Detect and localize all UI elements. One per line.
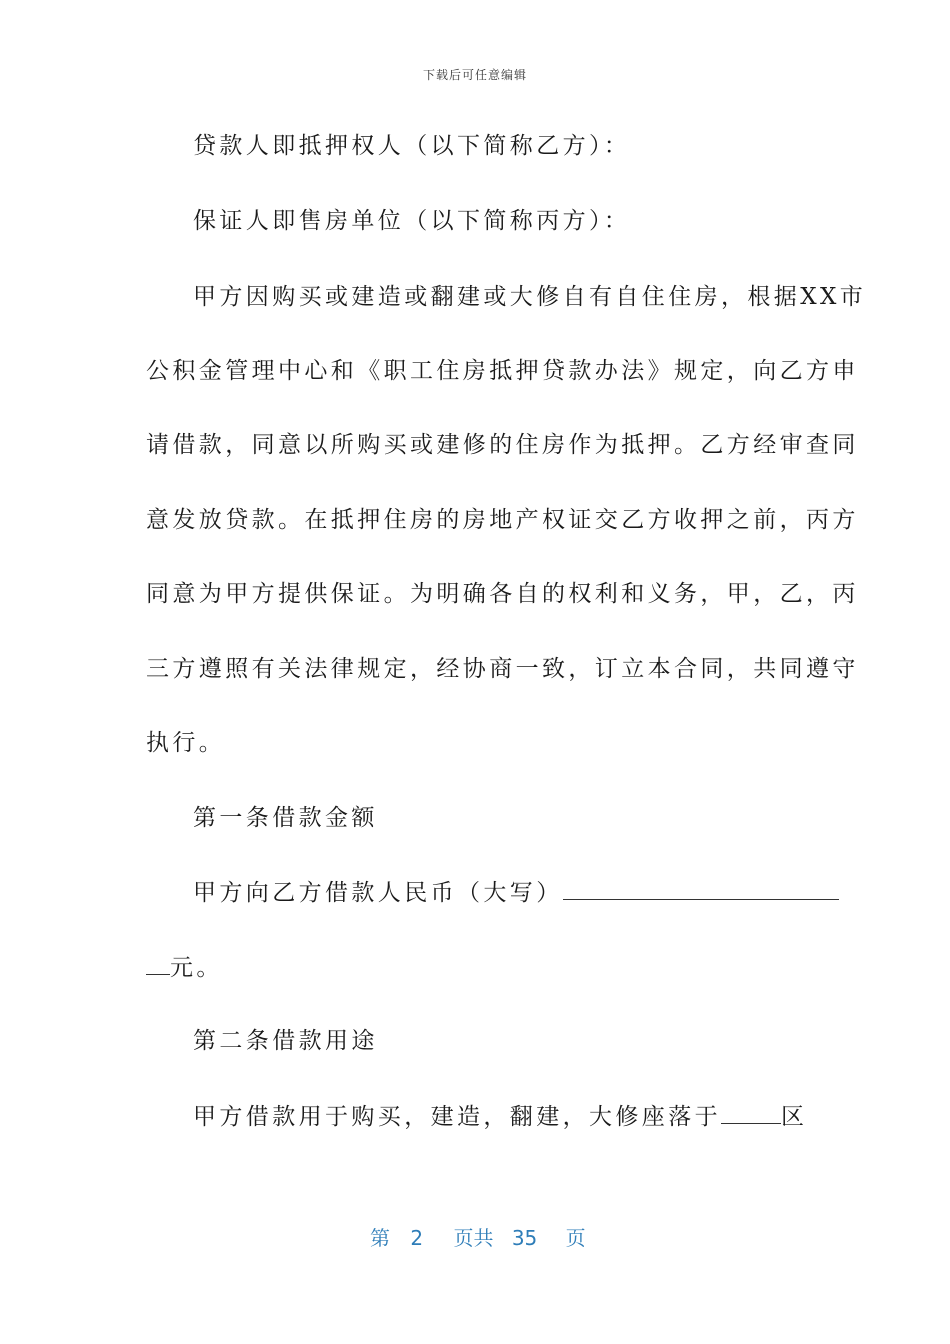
article-2-purpose-text: 甲方借款用于购买，建造，翻建，大修座落于: [193, 1104, 721, 1130]
paragraph-intro-line-6: 三方遵照有关法律规定，经协商一致，订立本合同，共同遵守: [146, 656, 859, 682]
paragraph-intro-line-1: 甲方因购买或建造或翻建或大修自有自住住房，根据XX市: [193, 284, 867, 310]
footer-total-pages: 35: [511, 1226, 538, 1250]
page-footer: [370, 1224, 586, 1252]
paragraph-intro-line-3: 请借款，同意以所购买或建修的住房作为抵押。乙方经审查同: [146, 432, 859, 458]
paragraph-intro-line-5: 同意为甲方提供保证。为明确各自的权利和义务，甲，乙，丙: [146, 581, 859, 607]
article-1-heading: 第一条借款金额: [193, 805, 378, 831]
amount-blank-field-continued: [146, 952, 170, 975]
article-2-purpose-line: [193, 1101, 807, 1132]
district-text: 区: [781, 1104, 808, 1130]
amount-blank-field: [563, 877, 839, 900]
paragraph-lender: 贷款人即抵押权人（以下简称乙方）：: [193, 133, 631, 159]
district-blank-field: [721, 1101, 781, 1124]
paragraph-intro-line-7: 执行。: [146, 730, 226, 756]
article-1-amount-line-2: [146, 952, 223, 983]
footer-current-page: 2: [410, 1226, 424, 1250]
article-1-amount-text: 甲方向乙方借款人民币（大写）: [193, 880, 563, 906]
article-2-heading: 第二条借款用途: [193, 1028, 378, 1054]
footer-middle: 页共: [453, 1226, 494, 1250]
page-header: 下载后可任意编辑: [422, 68, 527, 82]
footer-suffix: 页: [565, 1226, 586, 1250]
footer-prefix: 第: [370, 1226, 390, 1250]
paragraph-intro-line-4: 意发放贷款。在抵押住房的房地产权证交乙方收押之前，丙方: [146, 507, 859, 533]
paragraph-intro-line-2: 公积金管理中心和《职工住房抵押贷款办法》规定，向乙方申: [146, 358, 859, 384]
article-1-amount-line: [193, 877, 839, 908]
paragraph-guarantor: 保证人即售房单位（以下简称丙方）：: [193, 208, 631, 234]
yuan-text: 元。: [170, 955, 223, 981]
